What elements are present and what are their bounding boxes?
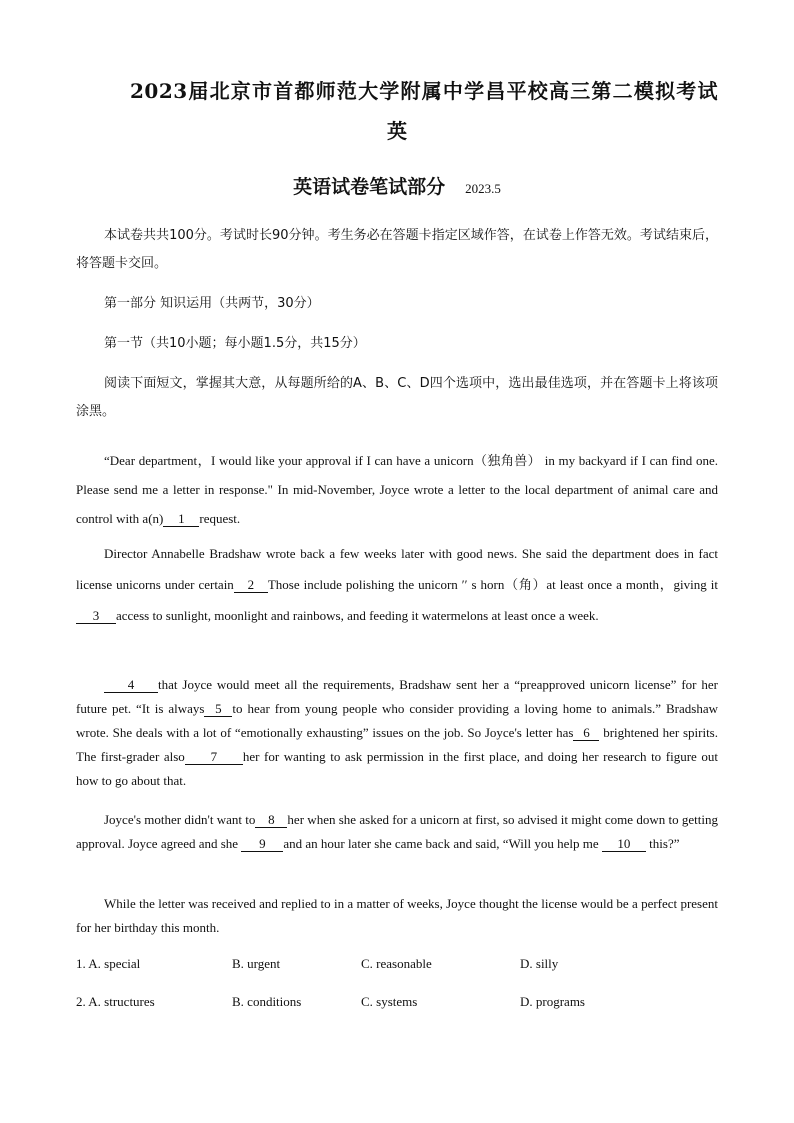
directions: 阅读下面短文，掌握其大意，从每题所给的A、B、C、D四个选项中，选出最佳选项，并在答题卡上将该项涂黑。 (76, 376, 718, 419)
option-a[interactable]: 1. A. special (76, 956, 141, 971)
exam-date: 2023.5 (465, 181, 501, 196)
part-heading: 第一部分 知识运用（共两节，30分） (104, 296, 320, 311)
passage-paragraph-1 (76, 446, 718, 533)
paragraph-text: Those include polishing the unicorn ′′ s horn（角）at least once a month，giving it (267, 577, 718, 592)
paragraph-text: “Dear department，I would like your approval if I can have a unicorn（独角兽） in my backyard if I can find one. Please send me a letter in response." In mid-November, Joyce wrote a letter to the local department of animal care and control with a(n) (76, 453, 718, 526)
option-b[interactable]: B. urgent (232, 956, 281, 971)
option-d[interactable]: D. programs (520, 994, 585, 1009)
blank-6: 6 (573, 726, 599, 741)
blank-10: 10 (602, 837, 646, 852)
paragraph-text: to hear from young people who consider providing a loving home to animals.” Bradshaw wrote. She deals with a lot of “emotionally exhausting” issues on the job. So Joyce's letter has (76, 701, 718, 740)
exam-title: 2023届北京市首都师范大学附属中学昌平校高三第二模拟考试 (130, 79, 718, 103)
option-c[interactable]: C. systems (361, 994, 418, 1009)
option-d[interactable]: D. silly (520, 956, 559, 971)
paragraph-text: this?” (645, 836, 680, 851)
question-1-options (76, 956, 718, 976)
paragraph-text: Joyce's mother didn't want to (104, 812, 256, 827)
blank-9: 9 (241, 837, 283, 852)
paragraph-text: request. (199, 511, 241, 526)
exam-subtitle (0, 172, 794, 204)
paragraph-text: access to sunlight, moonlight and rainbows, and feeding it watermelons at least once a week. (116, 608, 599, 623)
paragraph-text: that Joyce would meet all the requirements, Bradshaw sent her a “preapproved unicorn license” for her future pet. “It is always (76, 677, 718, 716)
option-b[interactable]: B. conditions (232, 994, 302, 1009)
blank-4: 4 (104, 678, 158, 693)
exam-intro: 本试卷共共100分。考试时长90分钟。考生务必在答题卡指定区域作答，在试卷上作答无效。考试结束后，将答题卡交回。 (76, 228, 718, 271)
passage-paragraph-3 (76, 673, 718, 793)
exam-title-continued: 英 (387, 119, 407, 143)
passage-paragraph-2 (76, 538, 718, 631)
paragraph-text: brightened her spirits. The first-grader also (76, 725, 718, 764)
paragraph-text: Director Annabelle Bradshaw wrote back a few weeks later with good news. She said the department does in fact license unicorns under certain (76, 546, 718, 592)
blank-2: 2 (234, 578, 268, 593)
question-2-options (76, 994, 718, 1014)
passage-paragraph-5: While the letter was received and replied to in a matter of weeks, Joyce thought the license would be a perfect present for her birthday this month. (76, 896, 718, 935)
paragraph-text: her for wanting to ask permission in the first place, and doing her research to figure out how to go about that. (76, 749, 719, 788)
blank-3: 3 (76, 609, 116, 624)
paragraph-text: her when she asked for a unicorn at first, so advised it might come down to getting approval. Joyce agreed and she (76, 812, 718, 851)
section-heading: 第一节（共10小题；每小题1.5分，共15分） (104, 336, 366, 351)
blank-5: 5 (204, 702, 232, 717)
passage-paragraph-4 (76, 808, 718, 856)
blank-1: 1 (163, 512, 199, 527)
option-a[interactable]: 2. A. structures (76, 994, 155, 1009)
blank-7: 7 (185, 750, 243, 765)
subtitle-text: 英语试卷笔试部分 (293, 176, 446, 198)
paragraph-text: and an hour later she came back and said, “Will you help me (283, 836, 602, 851)
option-c[interactable]: C. reasonable (361, 956, 432, 971)
blank-8: 8 (255, 813, 287, 828)
